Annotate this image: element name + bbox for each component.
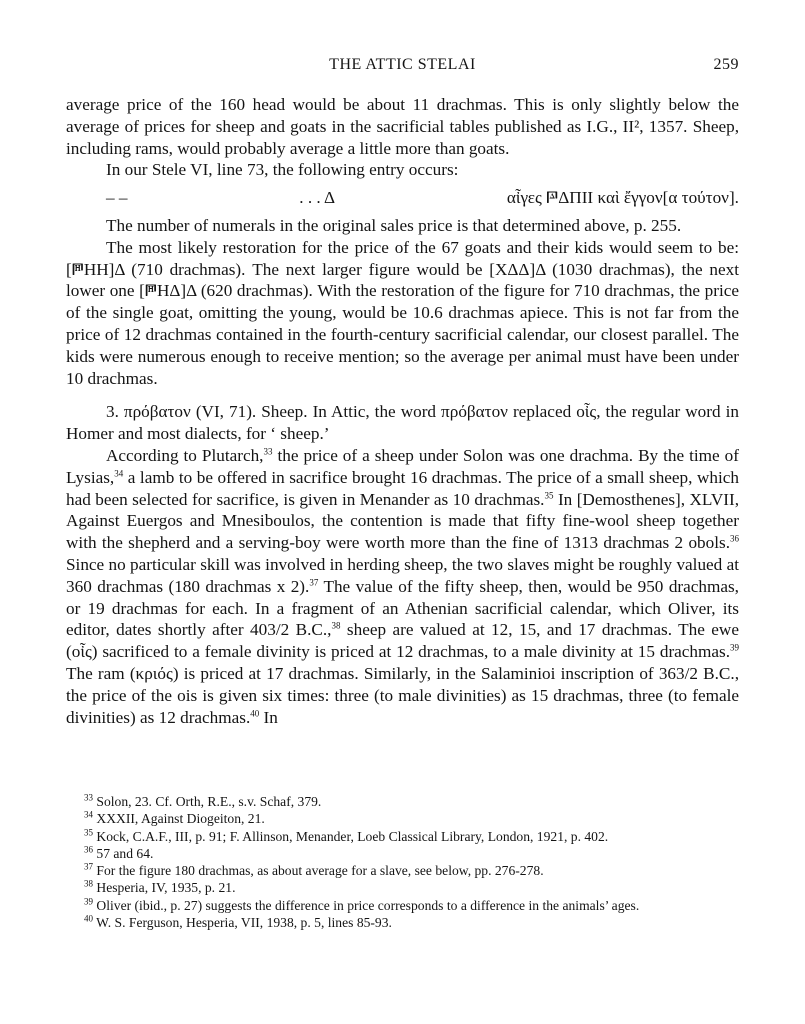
- main-text: [66, 94, 739, 728]
- footnote-ref[interactable]: 35: [544, 489, 554, 500]
- footnote-ref[interactable]: 33: [263, 446, 273, 457]
- text-run: In [Demosthenes], XLVII, Against Euergos and Mnesiboulos, the contention is made that fifty fine-wool sheep together with the shepherd and a serving-boy were worth more than the fine of 1313 drachmas 2 obols.: [66, 489, 739, 553]
- footnote-number: 33: [84, 792, 93, 803]
- footnote: [66, 879, 739, 896]
- paragraph-3: The number of numerals in the original sales price is that determined above, p. 255.: [106, 215, 682, 235]
- footnote-number: 40: [84, 913, 93, 924]
- text-run: the price of a sheep under Solon was one drachma. By the time of Lysias,: [66, 445, 739, 487]
- text-run: In: [259, 707, 278, 727]
- paragraph-6: [66, 445, 739, 728]
- footnote: [66, 914, 739, 931]
- footnote-text: For the figure 180 drachmas, as about average for a slave, see below, pp. 276-278.: [96, 863, 544, 879]
- paragraph-4: The most likely restoration for the price of the 67 goats and their kids would seem to be: [𐅅HH]Δ (710 drachmas). The next larger figure would be [ΧΔΔ]Δ (1030 drachmas), the next lower one [𐅅HΔ]Δ (620 drachmas). With the restoration of the figure for 710 drachmas, the price of the single goat, omitting the young, would be 10.6 drachmas apiece. This is not far from the price of 12 drachmas contained in the fourth-century sacrificial calendar, our closest parallel. The kids were numerous enough to receive mention; so the average per animal must have been under 10 drachmas.: [66, 237, 739, 388]
- footnote-ref[interactable]: 40: [250, 707, 260, 718]
- footnote-text: Solon, 23. Cf. Orth, R.E., s.v. Schaf, 379.: [96, 794, 322, 809]
- paragraph-2: In our Stele VI, line 73, the following entry occurs:: [106, 160, 459, 180]
- text-run: The ram (κριός) is priced at 17 drachmas. Similarly, in the Salaminioi inscription of 363/2 B.C., the price of the ois is given six times: three (to male divinities) as 15 drachmas, three (to female divinities) as 12 drachmas.: [66, 663, 739, 727]
- footnote-number: 35: [84, 827, 93, 838]
- footnote-number: 34: [84, 809, 93, 820]
- footnote: [66, 793, 739, 810]
- stele-right: αἶγες 𐅄ΔΠΙΙ καὶ ἔγγον[α τούτον].: [506, 188, 739, 208]
- paragraph-1: average price of the 160 head would be about 11 drachmas. This is only slightly below the average of prices for sheep and goats in the sacrificial tables published as I.G., II², 1357. Sheep, including rams, would probably average a little more than goats.: [66, 95, 739, 158]
- footnote-ref[interactable]: 39: [730, 642, 739, 653]
- footnote-number: 37: [84, 861, 93, 872]
- footnote-text: 57 and 64.: [96, 845, 154, 861]
- footnotes: [66, 793, 739, 931]
- text-run: The value of the fifty sheep, then, would be 950 drachmas, or 19 drachmas for each. In a fragment of an Athenian sacrificial calendar, which Oliver, its editor, dates shortly after 403/2 B.C.,: [66, 576, 739, 640]
- section-gap: [66, 389, 739, 401]
- footnote-text: W. S. Ferguson, Hesperia, VII, 1938, p. 5, lines 85-93.: [96, 915, 392, 931]
- footnote-text: Oliver (ibid., p. 27) suggests the difference in price corresponds to a difference in the animals’ ages.: [96, 897, 640, 913]
- running-head: THE ATTIC STELAI: [329, 56, 476, 73]
- footnote: [66, 845, 739, 862]
- footnote-ref[interactable]: 37: [309, 577, 319, 587]
- footnote-number: 36: [84, 844, 93, 855]
- footnote: [66, 862, 739, 879]
- footnote: [66, 828, 739, 845]
- footnote: [66, 810, 739, 827]
- footnote-number: 39: [84, 896, 93, 907]
- text-run: sheep are valued at 12, 15, and 17 drachmas. The ewe (οἶς) sacrificed to a female divinity is priced at 12 drachmas, to a male divinity at 15 drachmas.: [66, 620, 739, 662]
- footnote-ref[interactable]: 38: [331, 620, 341, 631]
- footnote-text: Kock, C.A.F., III, p. 91; F. Allinson, Menander, Loeb Classical Library, London, 1921, p. 402.: [96, 828, 609, 844]
- footnote-text: Hesperia, IV, 1935, p. 21.: [96, 880, 236, 896]
- footnote-text: XXXII, Against Diogeiton, 21.: [96, 811, 265, 827]
- footnote-ref[interactable]: 34: [114, 468, 124, 479]
- stele-left: – –: [106, 188, 128, 208]
- text-run: a lamb to be offered in sacrifice brought 16 drachmas. The price of a small sheep, which had been selected for sacrifice, is given in Menander as 10 drachmas.: [66, 467, 739, 509]
- footnote-number: 38: [84, 878, 93, 889]
- page-number: 259: [713, 56, 739, 73]
- stele-middle: . . . Δ: [299, 188, 336, 208]
- page-header: [66, 56, 739, 82]
- text-run: Since no particular skill was involved in herding sheep, the two slaves might be roughly valued at 360 drachmas (180 drachmas x 2).: [66, 554, 739, 596]
- stele-entry: [66, 183, 739, 213]
- footnote-ref[interactable]: 36: [730, 533, 739, 544]
- text-run: According to Plutarch,: [106, 445, 264, 465]
- paragraph-5: 3. πρόβατον (VI, 71). Sheep. In Attic, the word πρόβατον replaced οἶς, the regular word in Homer and most dialects, for ‘ sheep.’: [66, 402, 739, 444]
- footnote: [66, 897, 739, 914]
